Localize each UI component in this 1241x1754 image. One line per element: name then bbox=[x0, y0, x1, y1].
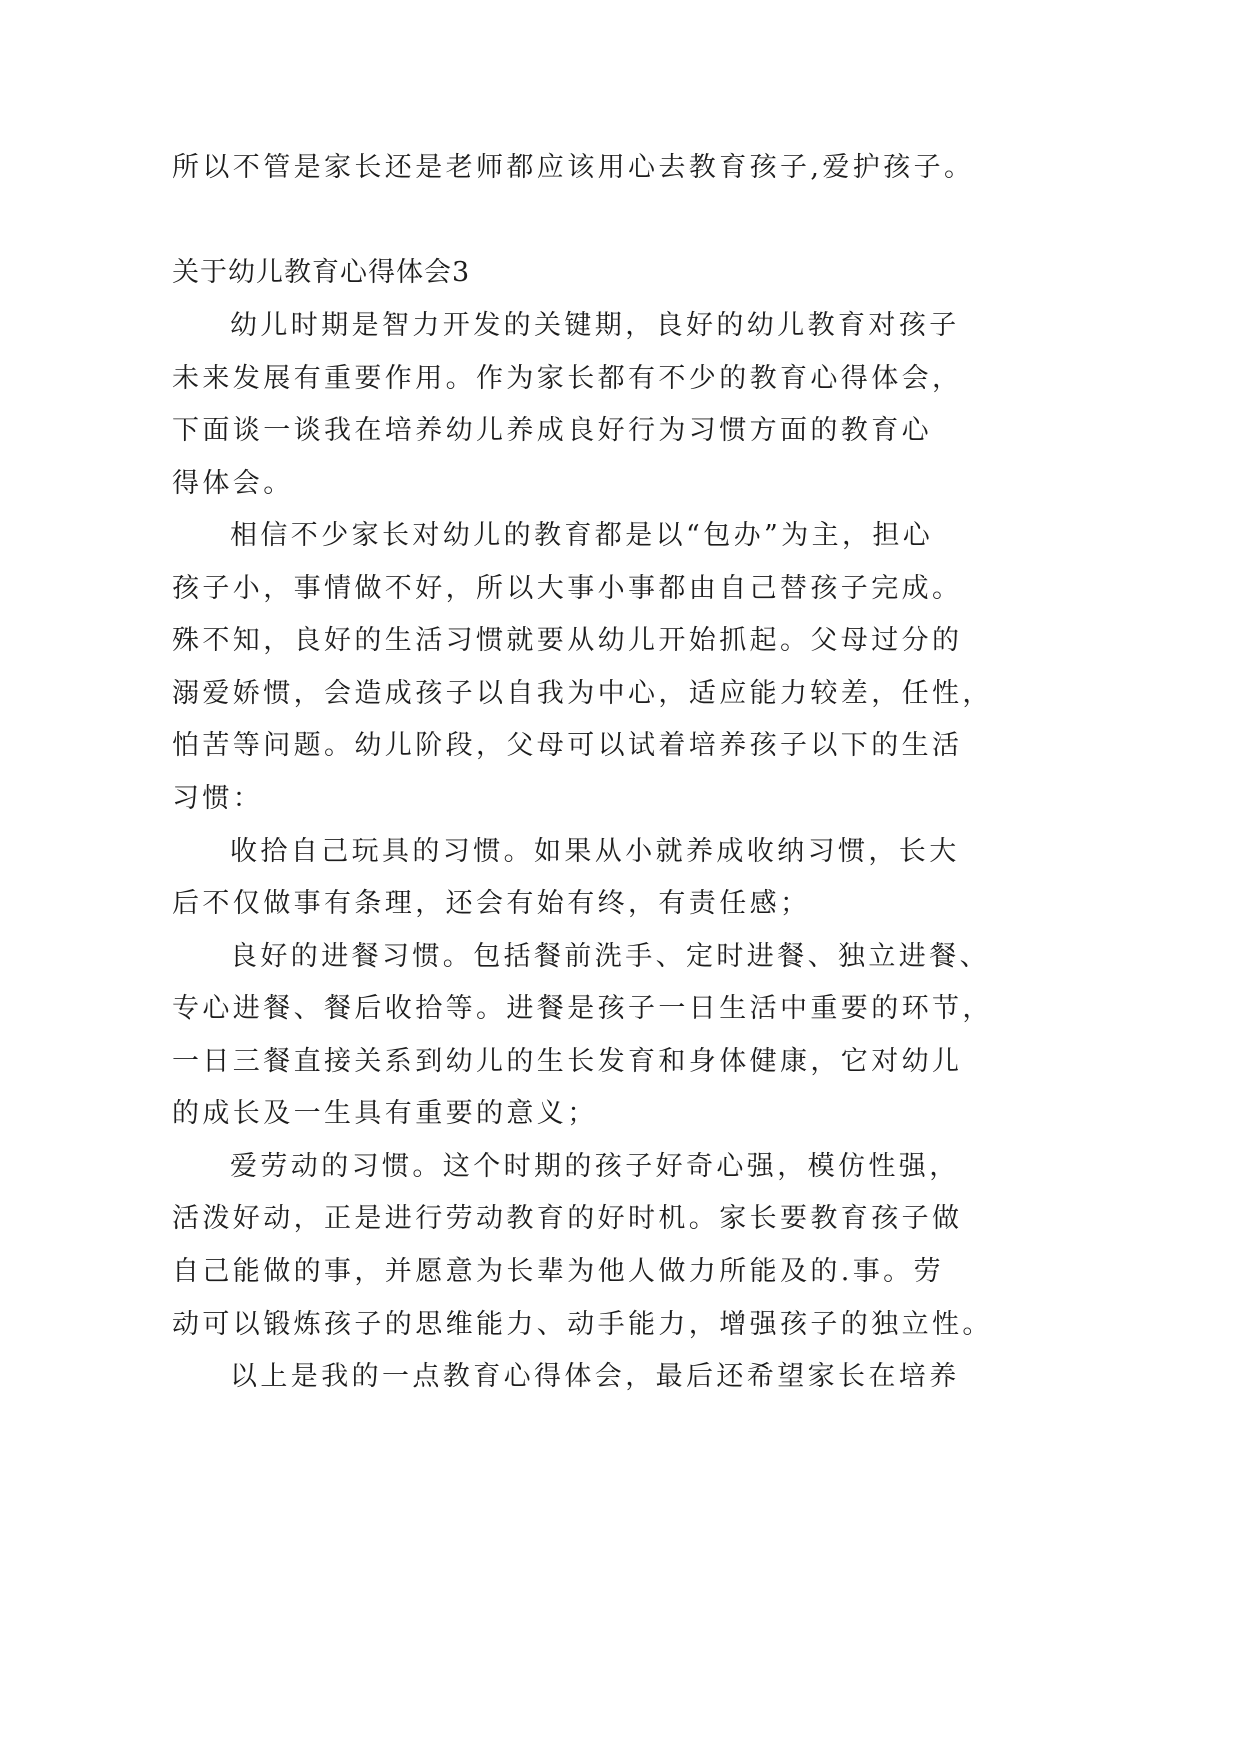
paragraph-line: 得体会。 bbox=[172, 468, 294, 499]
paragraph-line: 未来发展有重要作用。作为家长都有不少的教育心得体会， bbox=[172, 363, 963, 394]
paragraph-line: 动可以锻炼孩子的思维能力、动手能力，增强孩子的独立性。 bbox=[172, 1309, 993, 1340]
paragraph-line: 一日三餐直接关系到幼儿的生长发育和身体健康，它对幼儿 bbox=[172, 1046, 963, 1077]
paragraph-line: 溺爱娇惯，会造成孩子以自我为中心，适应能力较差，任性， bbox=[172, 678, 993, 709]
paragraph-line: 活泼好动，正是进行劳动教育的好时机。家长要教育孩子做 bbox=[172, 1203, 963, 1234]
paragraph-line: 后不仅做事有条理，还会有始有终，有责任感； bbox=[172, 888, 811, 919]
paragraph-line: 以上是我的一点教育心得体会，最后还希望家长在培养 bbox=[230, 1361, 960, 1392]
paragraph-line: 孩子小，事情做不好，所以大事小事都由自己替孩子完成。 bbox=[172, 573, 963, 604]
paragraph-line: 相信不少家长对幼儿的教育都是以“包办”为主，担心 bbox=[230, 520, 934, 551]
paragraph-line: 的成长及一生具有重要的意义； bbox=[172, 1098, 598, 1129]
paragraph-line: 自己能做的事，并愿意为长辈为他人做力所能及的.事。劳 bbox=[172, 1256, 944, 1287]
paragraph-line: 殊不知，良好的生活习惯就要从幼儿开始抓起。父母过分的 bbox=[172, 625, 963, 656]
section-heading: 关于幼儿教育心得体会3 bbox=[172, 257, 471, 288]
paragraph-line: 专心进餐、餐后收拾等。进餐是孩子一日生活中重要的环节， bbox=[172, 993, 993, 1024]
paragraph-line: 怕苦等问题。幼儿阶段，父母可以试着培养孩子以下的生活 bbox=[172, 730, 963, 761]
paragraph-line: 良好的进餐习惯。包括餐前洗手、定时进餐、独立进餐、 bbox=[230, 941, 990, 972]
paragraph-line: 幼儿时期是智力开发的关键期，良好的幼儿教育对孩子 bbox=[230, 310, 960, 341]
paragraph-line: 下面谈一谈我在培养幼儿养成良好行为习惯方面的教育心 bbox=[172, 415, 932, 446]
paragraph-line: 爱劳动的习惯。这个时期的孩子好奇心强，模仿性强， bbox=[230, 1151, 960, 1182]
paragraph-line: 习惯： bbox=[172, 783, 264, 814]
paragraph-line: 收拾自己玩具的习惯。如果从小就养成收纳习惯，长大 bbox=[230, 836, 960, 867]
paragraph-line: 所以不管是家长还是老师都应该用心去教育孩子,爱护孩子。 bbox=[172, 152, 975, 183]
